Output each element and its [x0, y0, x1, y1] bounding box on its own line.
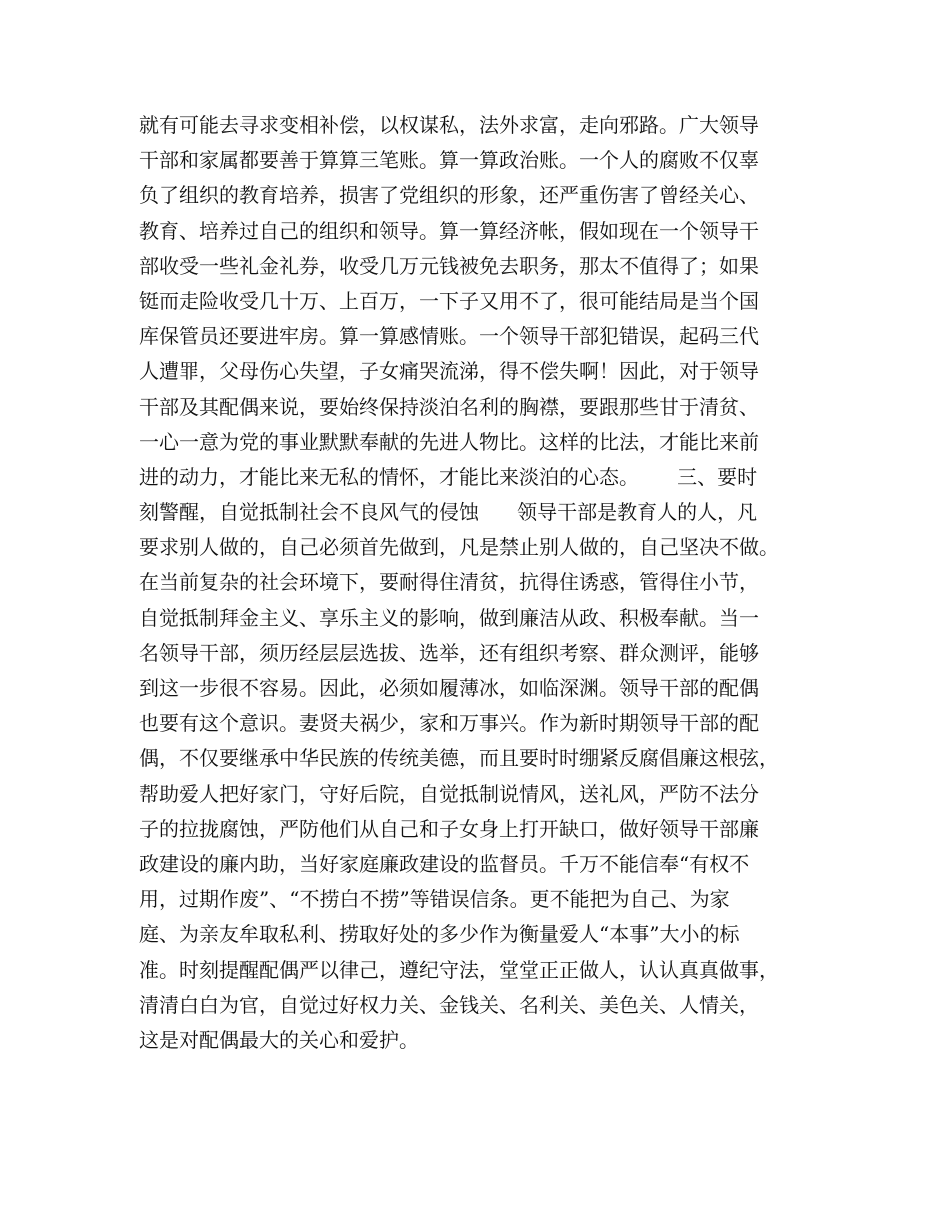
text-line: 干部及其配偶来说，要始终保持淡泊名利的胸襟，要跟那些甘于清贫、 — [139, 394, 759, 419]
text-line: 干部和家属都要善于算算三笔账。算一算政治账。一个人的腐败不仅辜 — [139, 148, 759, 173]
text-line: 清清白白为官，自觉过好权力关、金钱关、名利关、美色关、人情关， — [139, 992, 759, 1017]
text-line: 就有可能去寻求变相补偿，以权谋私，法外求富，走向邪路。广大领导 — [139, 113, 759, 137]
text-line: 名领导干部，须历经层层选拔、选举，还有组织考察、群众测评，能够 — [139, 640, 759, 665]
text-line: 准。时刻提醒配偶严以律己，遵纪守法，堂堂正正做人，认认真真做事， — [139, 957, 779, 982]
text-line: 庭、为亲友牟取私利、捞取好处的多少作为衡量爱人“本事”大小的标 — [139, 922, 740, 947]
text-line: 进的动力，才能比来无私的情怀，才能比来淡泊的心态。 三、要时 — [139, 464, 758, 489]
text-line: 负了组织的教育培养，损害了党组织的形象，还严重伤害了曾经关心、 — [139, 183, 759, 208]
text-line: 也要有这个意识。妻贤夫祸少，家和万事兴。作为新时期领导干部的配 — [139, 711, 759, 736]
text-line: 政建设的廉内助，当好家庭廉政建设的监督员。千万不能信奉“有权不 — [139, 851, 750, 876]
text-line: 要求别人做的，自己必须首先做到，凡是禁止别人做的，自己坚决不做。 — [139, 535, 779, 560]
text-line: 人遭罪，父母伤心失望，子女痛哭流涕，得不偿失啊！因此，对于领导 — [139, 359, 759, 384]
text-line: 刻警醒，自觉抵制社会不良风气的侵蚀 领导干部是教育人的人，凡 — [139, 500, 758, 525]
text-line: 帮助爱人把好家门，守好后院，自觉抵制说情风，送礼风，严防不法分 — [139, 781, 759, 806]
text-line: 到这一步很不容易。因此，必须如履薄冰，如临深渊。领导干部的配偶 — [139, 676, 759, 700]
text-line: 在当前复杂的社会环境下，要耐得住清贫，抗得住诱惑，管得住小节， — [139, 570, 759, 595]
text-line: 一心一意为党的事业默默奉献的先进人物比。这样的比法，才能比来前 — [139, 429, 759, 454]
text-line: 教育、培养过自己的组织和领导。算一算经济帐，假如现在一个领导干 — [139, 218, 759, 243]
text-line: 用，过期作废”、“不捞白不捞”等错误信条。更不能把为自己、为家 — [139, 887, 730, 912]
text-line: 这是对配偶最大的关心和爱护。 — [139, 1027, 419, 1052]
text-line: 铤而走险收受几十万、上百万，一下子又用不了，很可能结局是当个国 — [139, 288, 759, 313]
text-line: 子的拉拢腐蚀，严防他们从自己和子女身上打开缺口，做好领导干部廉 — [139, 816, 759, 841]
text-line: 自觉抵制拜金主义、享乐主义的影响，做到廉洁从政、积极奉献。当一 — [139, 605, 759, 630]
text-line: 偶，不仅要继承中华民族的传统美德，而且要时时绷紧反腐倡廉这根弦， — [139, 746, 779, 771]
text-line: 部收受一些礼金礼券，收受几万元钱被免去职务，那太不值得了；如果 — [139, 253, 759, 278]
body-text — [139, 108, 839, 1058]
text-line: 库保管员还要进牢房。算一算感情账。一个领导干部犯错误，起码三代 — [139, 324, 759, 349]
